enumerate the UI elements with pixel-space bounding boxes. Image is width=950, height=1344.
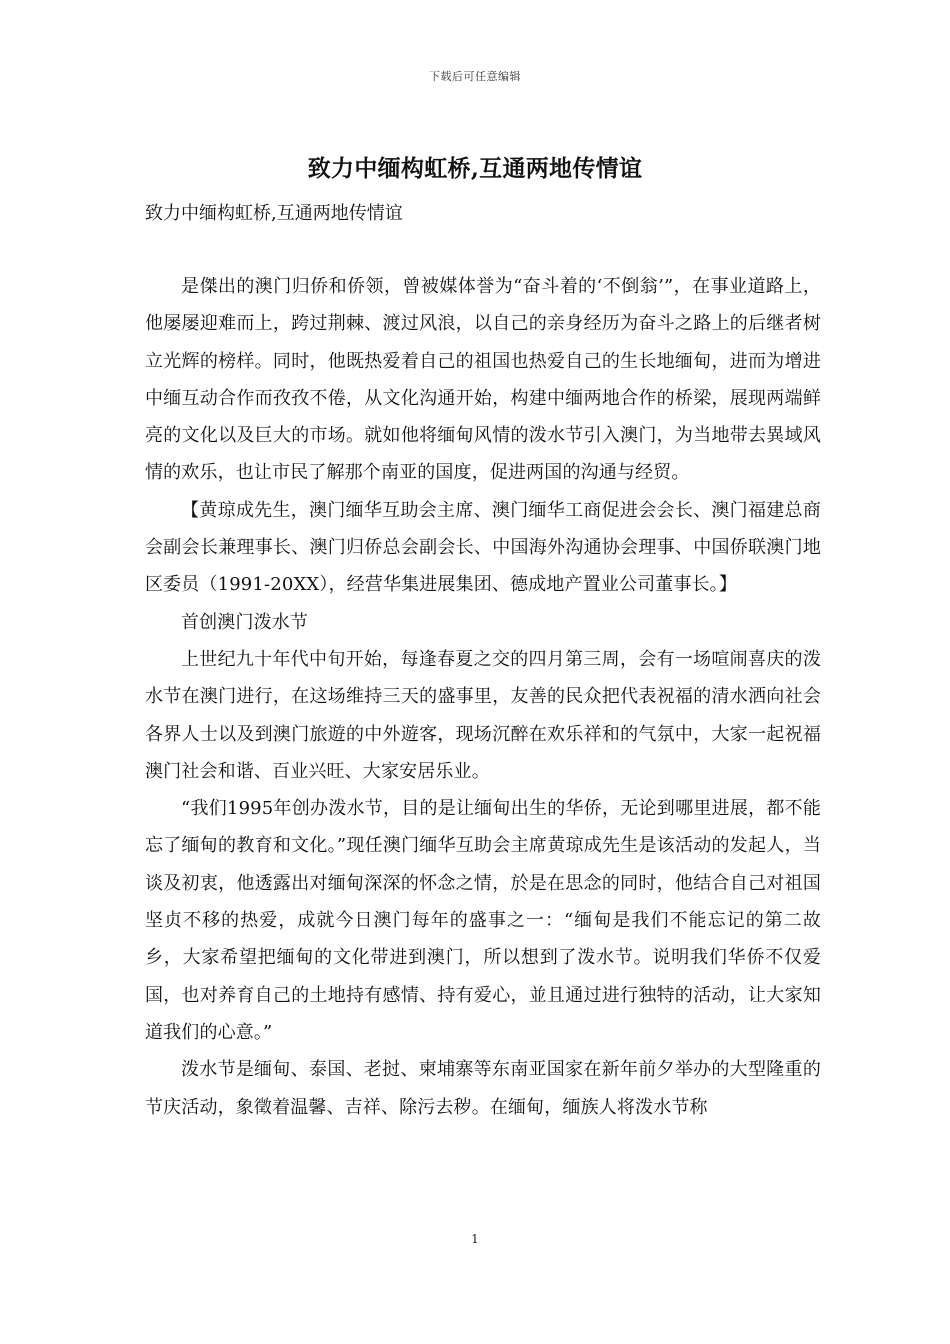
header-note: 下载后可任意编辑 [429, 70, 521, 83]
document-body [145, 268, 821, 1126]
paragraph-festival: 上世纪九十年代中旬开始，每逢春夏之交的四月第三周，会有一场喧闹喜庆的泼水节在澳门进行，在这场维持三天的盛事里，友善的民众把代表祝福的清水洒向社会各界人士以及到澳门旅遊的中外遊客，现场沉醉在欢乐祥和的气氛中，大家一起祝福澳门社会和谐、百业兴旺、大家安居乐业。 [145, 648, 821, 782]
paragraph-bio: 【黄琼成先生，澳门缅华互助会主席、澳门缅华工商促进会会长、澳门福建总商会副会长兼理事长、澳门归侨总会副会长、中国海外沟通协会理事、中国侨联澳门地区委员（1991-20XX），经营华集进展集团、德成地产置业公司董事长。】 [145, 499, 821, 596]
paragraph-quote: “我们1995年创办泼水节，目的是让缅甸出生的华侨，无论到哪里进展，都不能忘了缅甸的教育和文化。”现任澳门缅华互助会主席黄琼成先生是该活动的发起人，当谈及初衷，他透露出对缅甸深深的怀念之情，於是在思念的同时，他结合自己对祖国坚贞不移的热爱，成就今日澳门每年的盛事之一：“缅甸是我们不能忘记的第二故乡，大家希望把缅甸的文化带进到澳门，所以想到了泼水节。说明我们华侨不仅爱国，也对养育自己的土地持有感情、持有爱心，並且通过进行独特的活动，让大家知道我们的心意。” [145, 798, 821, 1043]
document-title: 致力中缅构虹桥,互通两地传情谊 [307, 155, 643, 182]
section-heading: 首创澳门泼水节 [181, 611, 309, 633]
paragraph-intro: 是傑出的澳门归侨和侨领，曾被媒体誉为“奋斗着的‘不倒翁’”，在事业道路上，他屡屡迎难而上，跨过荆棘、渡过风浪，以自己的亲身经历为奋斗之路上的后继者树立光辉的榜样。同时，他既热爱着自己的祖国也热爱自己的生长地缅甸，进而为增进中缅互动合作而孜孜不倦，从文化沟通开始，构建中缅两地合作的桥梁，展现两端鲜亮的文化以及巨大的市场。就如他将缅甸风情的泼水节引入澳门，为当地带去異域风情的欢乐，也让市民了解那个南亚的国度，促进两国的沟通与经贸。 [145, 276, 821, 484]
page-number: 1 [471, 1232, 479, 1246]
paragraph-origin: 泼水节是缅甸、泰国、老挝、柬埔寨等东南亚国家在新年前夕举办的大型隆重的节庆活动，象徵着温馨、吉祥、除污去秽。在缅甸，缅族人将泼水节称 [145, 1059, 821, 1118]
document-subtitle: 致力中缅构虹桥,互通两地传情谊 [145, 203, 403, 224]
